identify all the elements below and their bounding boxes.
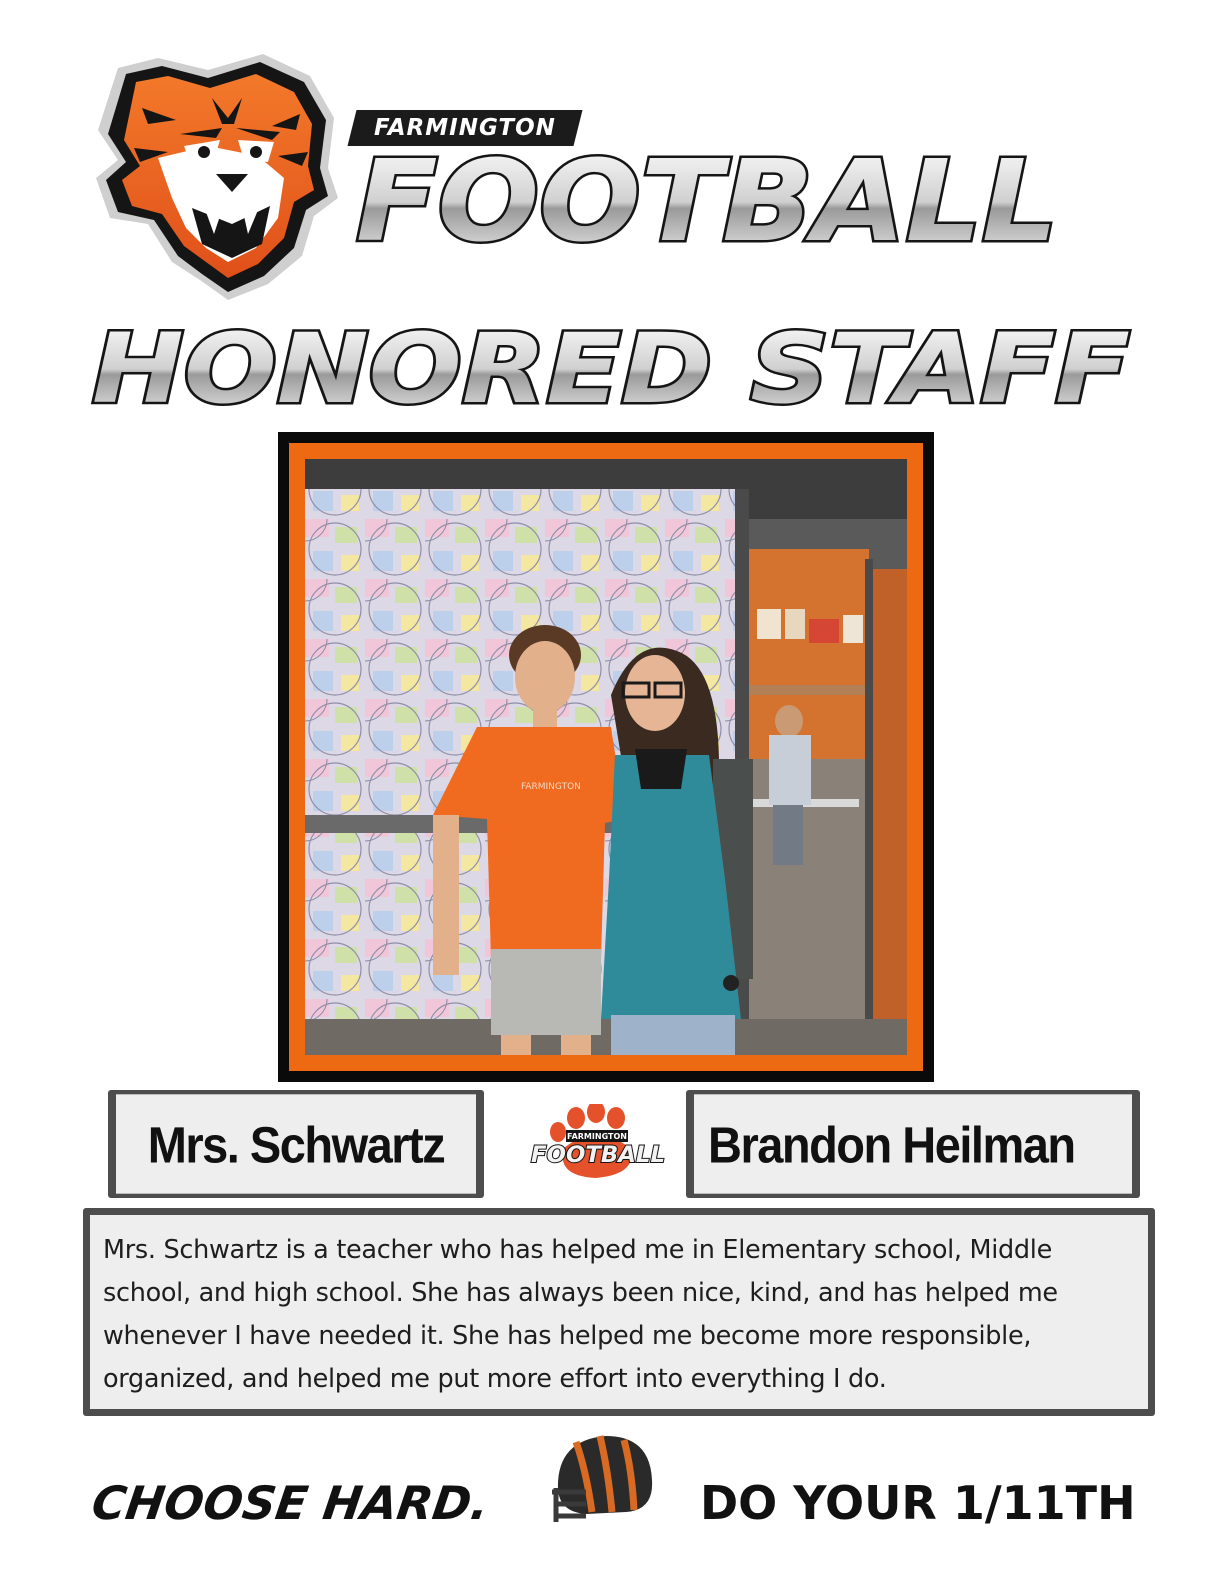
- photo-frame: [278, 432, 934, 1082]
- svg-text:FARMINGTON: FARMINGTON: [521, 782, 581, 792]
- paw-football-logo-icon: [528, 1104, 668, 1184]
- honored-staff-text: HONORED STAFF: [92, 316, 1130, 416]
- tiger-head-logo: [88, 48, 350, 304]
- tribute-text: Mrs. Schwartz is a teacher who has helped me in Elementary school, Middle school, and high school. She has always been nice, kind, and has helped me whenever I have needed it. She has helped me become more responsible, organized, and helped me put more effort into everything I do.: [103, 1235, 1058, 1394]
- paw-logo-sport: FOOTBALL: [531, 1143, 665, 1168]
- sport-title: [350, 140, 1070, 260]
- student-name-box: [686, 1090, 1140, 1198]
- sport-title-text: FOOTBALL: [356, 140, 1058, 260]
- slogan-do-your-part: DO YOUR 1/11TH: [700, 1476, 1136, 1530]
- paw-logo-school: FARMINGTON: [567, 1132, 627, 1141]
- photo-border: [289, 443, 923, 1071]
- football-helmet-icon: [546, 1430, 658, 1530]
- photo-student-and-teacher: [305, 459, 907, 1055]
- teacher-name-box: [108, 1090, 484, 1198]
- tribute-box: [83, 1208, 1155, 1416]
- teacher-name: Mrs. Schwartz: [116, 1094, 476, 1193]
- school-name: FARMINGTON: [374, 115, 556, 141]
- honored-staff-title: [88, 316, 1136, 416]
- student-name: Brandon Heilman: [694, 1094, 1132, 1193]
- slogan-choose-hard: CHOOSE HARD.: [88, 1476, 493, 1530]
